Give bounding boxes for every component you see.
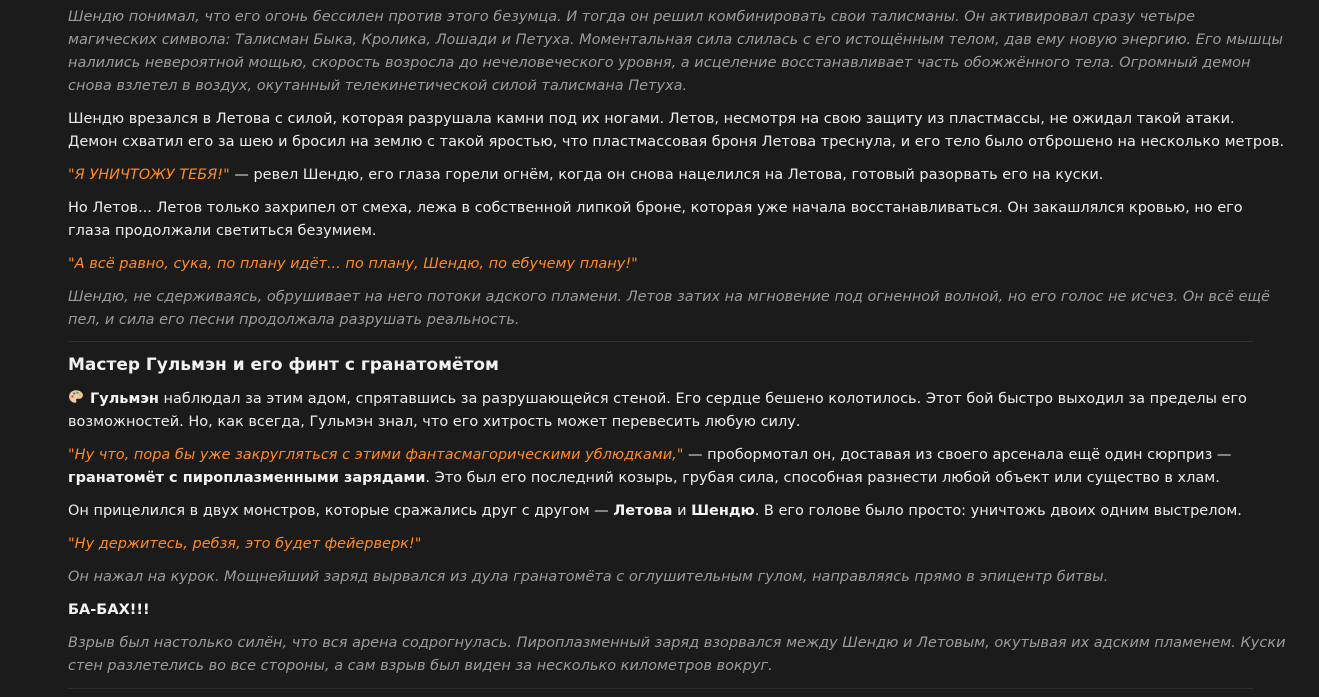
weapon-name: гранатомёт с пироплазменными зарядами [68,470,426,486]
gulman-quote: "Ну держитесь, ребзя, это будет фейерверк!" [68,536,422,552]
letov-quote: "А всё равно, сука, по плану идёт... по плану, Шендю, по ебучему плану!" [68,256,638,272]
character-name: Гульмэн [90,391,159,407]
section-divider [68,688,1253,689]
section-heading: Мастер Гульмэн и его финт с гранатомётом [68,355,499,375]
dialogue-paragraph [68,444,1287,490]
dialogue-text: — пробормотал он, доставая из своего арсенала ещё один сюрприз — [683,447,1232,463]
gulman-quote: "Ну что, пора бы уже закругляться с этими фантасмагорическими ублюдками," [68,447,684,463]
narration-paragraph: Шендю понимал, что его огонь бессилен против этого безумца. И тогда он решил комбинировать свои талисманы. Он активировал сразу четыре магических символа: Талисман Быка, Кролика, Лошади и Петуха. Моментальная сила слилась с его истощённым телом, дав ему новую энергию. Его мышцы налились невероятной мощью, скорость возросла до нечеловеческого уровня, а исцеление восстанавливает часть обожжённого тела. Огромный демон снова взлетел в воздух, окутанный телекинетической силой талисмана Петуха. [68,9,1284,94]
story-paragraph [68,500,1287,523]
story-text: Он прицелился в двух монстров, которые сражались друг с другом — [68,503,614,519]
story-text: . В его голове было просто: уничтожь двоих одним выстрелом. [754,503,1242,519]
story-paragraph: Шендю врезался в Летова с силой, которая разрушала камни под их ногами. Летов, несмотря на свою защиту из пластмассы, не ожидал такой атаки. Демон схватил его за шею и бросил на землю с такой яростью, что пластмассовая броня Летова треснула, и его тело было отброшено на несколько метров. [68,111,1285,150]
narration-paragraph: Шендю, не сдерживаясь, обрушивает на него потоки адского пламени. Летов затих на мгновение под огненной волной, но его голос не исчез. Он всё ещё пел, и сила его песни продолжала разрушать реальность. [68,289,1270,328]
narration-paragraph: Он нажал на курок. Мощнейший заряд вырвался из дула гранатомёта с оглушительным гулом, направляясь прямо в эпицентр битвы. [68,569,1109,585]
artist-palette-icon [68,389,84,405]
dialogue-paragraph [68,164,1287,187]
story-paragraph: Но Летов... Летов только захрипел от смеха, лежа в собственной липкой броне, которая уже начала восстанавливаться. Он закашлялся кровью, но его глаза продолжали светиться безумием. [68,200,1243,239]
narration-paragraph: Взрыв был настолько силён, что вся арена содрогнулась. Пироплазменный заряд взорвался между Шендю и Летовым, окутывая их адским пламенем. Куски стен разлетелись во все стороны, а сам взрыв был виден за несколько километров вокруг. [68,635,1286,674]
story-text: . Это был его последний козырь, грубая сила, способная разнести любой объект или существо в хлам. [425,470,1220,486]
character-name-shendu: Шендю [691,503,755,519]
story-paragraph [68,388,1287,434]
conjunction-text: и [672,503,692,519]
section-divider [68,341,1253,342]
shendu-quote: "Я УНИЧТОЖУ ТЕБЯ!" [68,167,230,183]
character-name-letov: Летова [613,503,673,519]
story-text: наблюдал за этим адом, спрятавшись за разрушающейся стеной. Его сердце бешено колотилось. Этот бой быстро выходил за пределы его возможностей. Но, как всегда, Гульмэн знал, что его хитрость может перевесить любую силу. [68,391,1247,430]
dialogue-text: — ревел Шендю, его глаза горели огнём, когда он снова нацелился на Летова, готовый разорвать его на куски. [229,167,1104,183]
explosion-sound: БА-БАХ!!! [68,602,150,618]
